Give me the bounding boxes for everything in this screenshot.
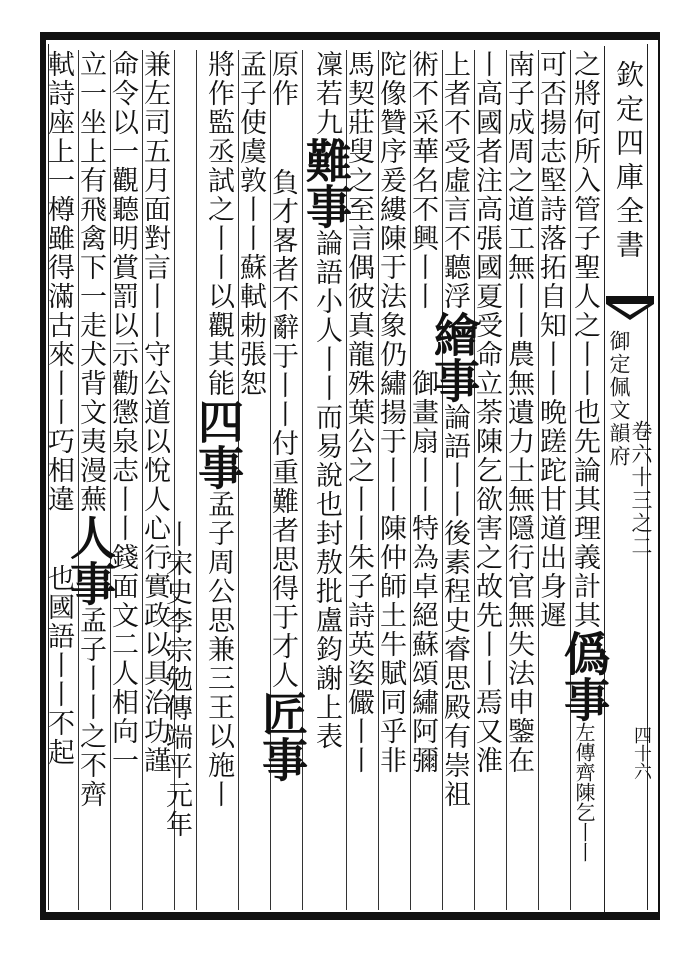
text-column: 凜若九難事論語小人丨丨而易說也封敖批盧鈞謝上表 (302, 50, 346, 910)
text-column: 軾詩座上一樽雖得滿古來丨丨巧相違也國語丨丨不起 (43, 50, 74, 767)
volume-number: 卷六十三之二 (629, 420, 653, 558)
book-title: 欽定四庫全書 (612, 60, 645, 264)
text-column: 丨高國者注高張國夏受命立荼陳乞欲害之故先丨丨焉又淮 (474, 50, 506, 910)
text-column: 術不采華名不興丨丨御畫扇丨丨特為卓絕蘇頌繡阿彌 (410, 50, 442, 910)
text-column: 可否揚志堅詩落拓自知丨丨晩蹉跎甘道出身遲 (538, 50, 570, 910)
page-number: 四十六 (631, 726, 652, 780)
text-column: 孟子使虞敦丨丨蘇軾勅張恕 (238, 50, 270, 910)
volume-info (608, 330, 630, 468)
text-column: 之將何所入管子聖人之丨丨也先論其理義計其僞事左傳齊陳乞丨丨 (570, 50, 604, 910)
text-column: 將作監丞試之丨丨以觀其能四事孟子周公思兼三王以施丨 (196, 50, 238, 910)
volume-title: 御定佩文韻府 (607, 330, 631, 468)
text-column: 上者不受虛言不聽浮繪事論語丨丨後素程史睿思殿有崇祖 (442, 50, 474, 910)
text-column: 原作負才畧者不辭于丨丨付重難者思得于才人匠事 (270, 50, 302, 910)
fishtail-mark (606, 296, 654, 324)
text-column: 馬契莊叟之至言偶彼真龍殊葉公之丨丨朱子詩英姿儼丨丨 (346, 50, 378, 910)
text-column: 丨宋史李宗勉傳端平元年 (174, 50, 196, 910)
text-column: 命令以一觀聽明賞罰以示勸懲泉志丨丨錢面文二人相向一 (110, 50, 142, 910)
text-column: 立一坐上有飛禽下一走犬背文夷漫蕪人事孟子丨丨之不齊 (78, 50, 110, 910)
text-column: 南子成周之道工無丨丨農無遺力士無隱行官無失法申鑒在 (506, 50, 538, 910)
text-column: 陀像贊序爰縷陳于法象仍繡揚于丨丨陳仲師土牛賦同乎非 (378, 50, 410, 910)
text-column: 兼左司五月面對言丨丨守公道以悅人心行實政以具治功謹 (142, 50, 174, 910)
